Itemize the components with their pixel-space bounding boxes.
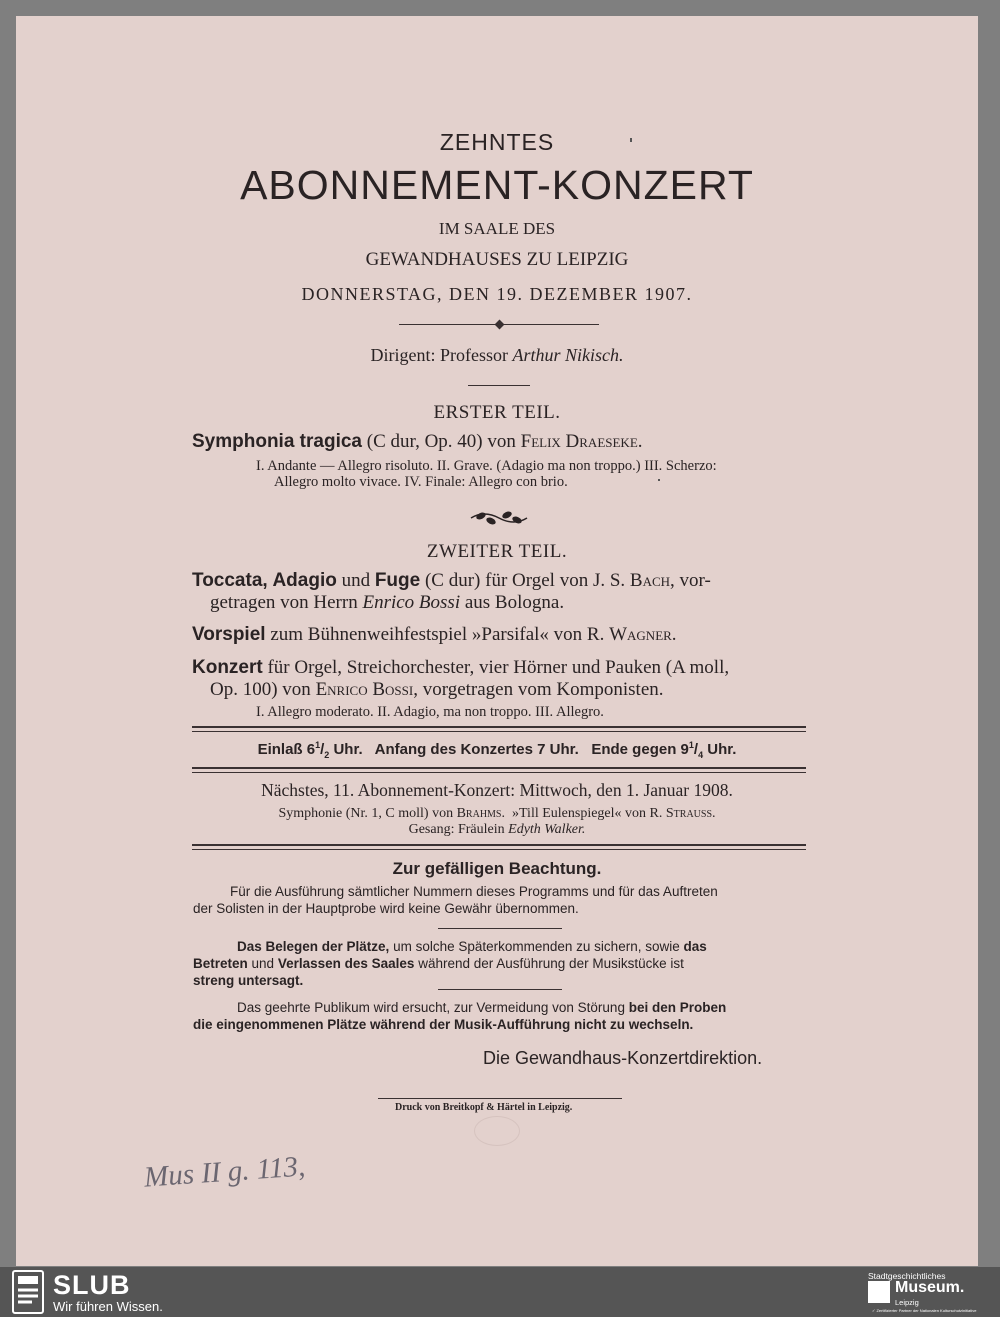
- signature: Die Gewandhaus-Konzertdirektion.: [483, 1048, 763, 1068]
- concert-times: [16, 740, 978, 760]
- work3-movements: I. Allegro moderato. II. Adagio, ma non troppo. III. Allegro.: [256, 704, 604, 720]
- admission-time: Einlaß $6^1/_2$ Uhr.: [257, 740, 363, 760]
- header-ordinal: ZEHNTES: [439, 129, 555, 155]
- conductor-label: Dirigent:: [370, 345, 436, 365]
- part1-work-title: Symphonia tragica: [192, 431, 362, 452]
- work3-line2-pre: Op. 100) von: [210, 679, 311, 700]
- notice-p3-line1: Das geehrte Publikum wird ersucht, zur Vermeidung von Störung bei den Proben: [237, 1000, 727, 1015]
- double-rule-bottom: [192, 844, 806, 850]
- notice-p2-line1: Das Belegen der Plätze, um solche Späterkommenden zu sichern, sowie das: [237, 939, 707, 954]
- next-singer: Edyth Walker.: [508, 822, 586, 837]
- header-title: ABONNEMENT-KONZERT: [240, 162, 754, 208]
- footer-bar: [0, 1267, 1000, 1317]
- work3-title: Konzert: [192, 657, 263, 678]
- work1-title1: Toccata,: [192, 570, 268, 591]
- notice-rule-2: [438, 989, 562, 990]
- partner-city: Leipzig: [895, 1298, 919, 1307]
- museum-logo-icon: [868, 1281, 890, 1303]
- conductor-name: Arthur Nikisch.: [512, 345, 624, 365]
- part2-work3-line2: [210, 679, 664, 701]
- part1-heading: ERSTER TEIL.: [433, 402, 561, 423]
- partner-top: Stadtgeschichtliches: [868, 1271, 946, 1281]
- part2-work3-line1: [192, 657, 729, 679]
- double-rule-middle: [192, 767, 806, 773]
- work1-title3: Fuge: [374, 570, 421, 591]
- work1-composer: Bach,: [629, 570, 675, 591]
- notice-heading: Zur gefälligen Beachtung.: [392, 859, 602, 878]
- work1-line2-pre: getragen von Herrn: [210, 592, 358, 613]
- slub-brand[interactable]: SLUB: [53, 1270, 131, 1300]
- work2-title: Vorspiel: [192, 624, 266, 645]
- floral-ornament-icon: [469, 508, 529, 528]
- work1-performer: Enrico Bossi: [362, 592, 461, 613]
- work2-detail: zum Bühnenweihfestspiel »Parsifal« von R.: [270, 624, 605, 645]
- slub-logo-icon: [12, 1270, 44, 1314]
- handwritten-shelfmark: Mus II g. 113,: [143, 1150, 307, 1194]
- conductor-line: [16, 345, 978, 366]
- notice-p2-line2: Betreten und Verlassen des Saales während der Ausführung der Musikstücke ist: [193, 956, 684, 971]
- next-composer2: Strauss.: [665, 806, 716, 821]
- notice-p2-line3: streng untersagt.: [193, 973, 304, 988]
- partner-note: ✓ Zertifizierter Partner der Nationalen Kulturschutzinitiative: [872, 1308, 977, 1313]
- work1-und: und: [341, 570, 371, 591]
- notice-rule-1: [438, 928, 562, 929]
- rule-ornament-dot: [495, 320, 505, 330]
- start-time: Anfang des Konzertes 7 Uhr.: [374, 741, 579, 758]
- part1-movements-line2: Allegro molto vivace. IV. Finale: Allegro con brio.: [274, 474, 568, 490]
- embossed-stamp: [474, 1116, 520, 1146]
- conductor-title: Professor: [440, 345, 508, 365]
- work3-line1: für Orgel, Streichorchester, vier Hörner und Pauken (A moll,: [267, 657, 730, 678]
- work3-composer: Enrico Bossi,: [315, 679, 418, 700]
- part1-work-detail: (C dur, Op. 40) von: [366, 431, 516, 452]
- notice-p3-line2: die eingenommenen Plätze während der Musik-Aufführung nicht zu wechseln.: [193, 1017, 694, 1032]
- header-date: DONNERSTAG, DEN 19. DEZEMBER 1907.: [301, 284, 693, 304]
- program-sheet: [16, 16, 978, 1266]
- scan-speck: [658, 479, 660, 481]
- next-concert-line2: Symphonie (Nr. 1, C moll) von Brahms. »Till Eulenspiegel« von R. Strauss.: [278, 806, 716, 821]
- part2-heading: ZWEITER TEIL.: [426, 541, 568, 562]
- part2-work2: [192, 624, 677, 646]
- header-venue-line1: IM SAALE DES: [438, 219, 556, 238]
- work2-composer: Wagner.: [609, 624, 677, 645]
- part1-composer: Felix Draeseke.: [520, 431, 643, 452]
- header-venue-line2: GEWANDHAUSES ZU LEIPZIG: [365, 249, 629, 270]
- part1-movements-line1: I. Andante — Allegro risoluto. II. Grave. (Adagio ma non troppo.) III. Scherzo:: [256, 458, 717, 474]
- part2-work1-line2: [210, 592, 564, 614]
- work1-line2-post: aus Bologna.: [464, 592, 565, 613]
- notice-p1-line2: der Solisten in der Hauptprobe wird keine Gewähr übernommen.: [193, 901, 579, 916]
- end-time: Ende gegen $9^1/_4$ Uhr.: [591, 740, 737, 760]
- work3-line2-post: vorgetragen vom Komponisten.: [422, 679, 664, 700]
- work1-detail: (C dur) für Orgel von J. S.: [424, 570, 626, 591]
- part2-work1-line1: [192, 570, 711, 592]
- printer-imprint: Druck von Breitkopf & Härtel in Leipzig.: [395, 1102, 573, 1113]
- part1-work: [192, 431, 643, 453]
- short-rule: [468, 385, 530, 386]
- partner-name[interactable]: Museum.: [895, 1279, 965, 1296]
- scan-speck: [630, 138, 632, 142]
- next-composer1: Brahms.: [456, 806, 505, 821]
- next-concert-line1: Nächstes, 11. Abonnement-Konzert: Mittwoch, den 1. Januar 1908.: [261, 780, 733, 800]
- double-rule-top: [192, 726, 806, 732]
- printer-rule: [378, 1098, 622, 1099]
- next-concert-line3: Gesang: Fräulein Edyth Walker.: [408, 822, 586, 837]
- notice-p1-line1: Für die Ausführung sämtlicher Nummern dieses Programms und für das Auftreten: [230, 884, 718, 899]
- work1-title2: Adagio: [272, 570, 337, 591]
- slub-tagline: Wir führen Wissen.: [53, 1299, 163, 1314]
- work1-tail: vor-: [679, 570, 711, 591]
